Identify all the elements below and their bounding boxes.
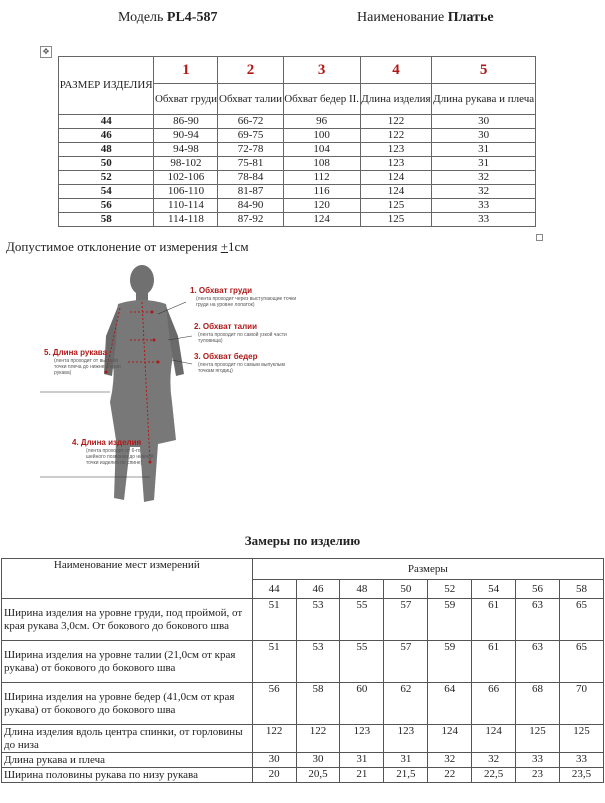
value-cell: 112 (283, 171, 360, 185)
measurement-value: 58 (296, 683, 340, 725)
column-number: 3 (283, 57, 360, 84)
name-label: Наименование (357, 10, 445, 25)
size-header-cell: РАЗМЕР ИЗДЕЛИЯ (59, 57, 154, 115)
measurement-value: 63 (516, 641, 560, 683)
model-label: Модель (118, 10, 164, 25)
size-row (59, 143, 536, 157)
value-cell: 86-90 (154, 115, 218, 129)
value-cell: 96 (283, 115, 360, 129)
measurement-value: 20 (252, 768, 296, 783)
value-cell: 123 (360, 157, 432, 171)
column-name: Обхват груди (154, 84, 218, 115)
value-cell: 75-81 (218, 157, 283, 171)
size-table (58, 56, 536, 227)
measurement-value: 22 (428, 768, 472, 783)
measurement-value: 57 (384, 641, 428, 683)
measurement-value: 59 (428, 641, 472, 683)
size-cell: 52 (59, 171, 154, 185)
value-cell: 30 (432, 129, 536, 143)
value-cell: 33 (432, 213, 536, 227)
size-cell: 56 (59, 199, 154, 213)
size-column-header: 54 (472, 580, 516, 599)
size-row (59, 157, 536, 171)
size-column-header: 50 (384, 580, 428, 599)
column-name: Обхват талии (218, 84, 283, 115)
value-cell: 98-102 (154, 157, 218, 171)
measurement-value: 55 (340, 641, 384, 683)
measurement-value: 64 (428, 683, 472, 725)
size-column-header: 48 (340, 580, 384, 599)
measurement-value: 123 (384, 725, 428, 753)
measurement-value: 30 (252, 753, 296, 768)
size-cell: 44 (59, 115, 154, 129)
column-number: 5 (432, 57, 536, 84)
size-column-header: 56 (516, 580, 560, 599)
column-number: 4 (360, 57, 432, 84)
measurement-value: 31 (384, 753, 428, 768)
value-cell: 122 (360, 115, 432, 129)
column-name: Длина рукава и плеча (432, 84, 536, 115)
label-waist: 2. Обхват талии (194, 322, 257, 331)
label-waist-note: (лента проходит по самой узкой части туловища) (198, 332, 287, 344)
measurement-value: 125 (516, 725, 560, 753)
label-length: 4. Длина изделия (72, 438, 142, 447)
name-heading (357, 10, 494, 26)
measurement-value: 32 (428, 753, 472, 768)
measurement-name: Длина рукава и плеча (2, 753, 253, 768)
table-move-handle-icon[interactable]: ✥ (40, 46, 52, 58)
column-number: 2 (218, 57, 283, 84)
measurement-value: 30 (296, 753, 340, 768)
measurement-row (2, 725, 604, 753)
model-heading (118, 10, 217, 26)
measurements-title: Замеры по изделию (244, 533, 361, 548)
measurement-value: 122 (252, 725, 296, 753)
measurement-value: 56 (252, 683, 296, 725)
label-hips: 3. Обхват бедер (194, 352, 258, 361)
value-cell: 32 (432, 185, 536, 199)
measurement-value: 125 (559, 725, 603, 753)
label-hips-note: (лента проходит по самым выпуклым точкам ягодиц) (198, 362, 285, 374)
measurement-name: Ширина изделия на уровне бедер (41,0см от края рукава) от бокового до бокового шва (2, 683, 253, 725)
value-cell: 84-90 (218, 199, 283, 213)
size-column-header: 52 (428, 580, 472, 599)
measurement-row (2, 768, 604, 783)
name-value: Платье (447, 10, 494, 25)
tolerance-text: Допустимое отклонение от измерения (6, 239, 221, 254)
measurement-value: 65 (559, 599, 603, 641)
measurement-value: 31 (340, 753, 384, 768)
value-cell: 124 (360, 171, 432, 185)
measurement-value: 20,5 (296, 768, 340, 783)
size-cell: 50 (59, 157, 154, 171)
measurement-value: 23 (516, 768, 560, 783)
measurement-row (2, 753, 604, 768)
column-number: 1 (154, 57, 218, 84)
measurement-value: 122 (296, 725, 340, 753)
size-row (59, 115, 536, 129)
measurement-value: 33 (516, 753, 560, 768)
size-row (59, 171, 536, 185)
measurement-value: 123 (340, 725, 384, 753)
label-sleeve: 5. Длина рукава (44, 348, 108, 357)
measurement-value: 22,5 (472, 768, 516, 783)
value-cell: 32 (432, 171, 536, 185)
value-cell: 81-87 (218, 185, 283, 199)
measurement-row (2, 599, 604, 641)
measurement-name: Ширина изделия на уровне груди, под проймой, от края рукава 3,0см. От бокового до бокового шва (2, 599, 253, 641)
value-cell: 124 (360, 185, 432, 199)
measurement-name-header: Наименование мест измерений (2, 559, 253, 599)
value-cell: 110-114 (154, 199, 218, 213)
value-cell: 125 (360, 199, 432, 213)
value-cell: 125 (360, 213, 432, 227)
size-row (59, 213, 536, 227)
measurement-value: 21 (340, 768, 384, 783)
value-cell: 87-92 (218, 213, 283, 227)
value-cell: 94-98 (154, 143, 218, 157)
value-cell: 66-72 (218, 115, 283, 129)
label-chest: 1. Обхват груди (190, 286, 253, 295)
value-cell: 120 (283, 199, 360, 213)
measurement-value: 65 (559, 641, 603, 683)
size-cell: 48 (59, 143, 154, 157)
measurement-value: 63 (516, 599, 560, 641)
measurement-value: 70 (559, 683, 603, 725)
size-cell: 58 (59, 213, 154, 227)
size-cell: 46 (59, 129, 154, 143)
measurement-value: 51 (252, 599, 296, 641)
measurement-value: 124 (472, 725, 516, 753)
value-cell: 72-78 (218, 143, 283, 157)
size-row (59, 129, 536, 143)
measurements-table (1, 558, 604, 783)
size-column-header: 44 (252, 580, 296, 599)
size-row (59, 199, 536, 213)
column-name: Обхват бедер II. (283, 84, 360, 115)
tolerance-value: 1см (228, 239, 249, 254)
table-resize-handle[interactable] (536, 234, 543, 241)
measurement-value: 53 (296, 641, 340, 683)
value-cell: 90-94 (154, 129, 218, 143)
value-cell: 122 (360, 129, 432, 143)
value-cell: 116 (283, 185, 360, 199)
measurement-name: Ширина половины рукава по низу рукава (2, 768, 253, 783)
value-cell: 69-75 (218, 129, 283, 143)
measurement-value: 55 (340, 599, 384, 641)
measurement-value: 57 (384, 599, 428, 641)
measurement-value: 33 (559, 753, 603, 768)
size-row (59, 185, 536, 199)
value-cell: 33 (432, 199, 536, 213)
tolerance-note (6, 239, 249, 255)
model-value: PL4-587 (166, 10, 218, 25)
measurement-value: 59 (428, 599, 472, 641)
value-cell: 106-110 (154, 185, 218, 199)
measurement-name: Ширина изделия на уровне талии (21,0см от края рукава) от бокового до бокового шва (2, 641, 253, 683)
measurement-name: Длина изделия вдоль центра спинки, от горловины до низа (2, 725, 253, 753)
value-cell: 108 (283, 157, 360, 171)
measurement-figure (0, 262, 330, 512)
value-cell: 100 (283, 129, 360, 143)
value-cell: 104 (283, 143, 360, 157)
size-column-header: 58 (559, 580, 603, 599)
column-name: Длина изделия (360, 84, 432, 115)
value-cell: 31 (432, 157, 536, 171)
value-cell: 124 (283, 213, 360, 227)
label-sleeve-note: (лента проходит от высшей точки плеча до нижнего края рукава) (54, 358, 121, 376)
measurement-value: 61 (472, 641, 516, 683)
plus-minus-sign: + (220, 239, 229, 254)
measurement-row (2, 683, 604, 725)
value-cell: 78-84 (218, 171, 283, 185)
sizes-header: Размеры (252, 559, 603, 580)
value-cell: 114-118 (154, 213, 218, 227)
value-cell: 102-106 (154, 171, 218, 185)
measurement-value: 66 (472, 683, 516, 725)
value-cell: 31 (432, 143, 536, 157)
measurement-value: 53 (296, 599, 340, 641)
measurement-value: 23,5 (559, 768, 603, 783)
label-length-note: (лента проходит от 6-го шейного позвонка до нижней точки изделия по спине) (86, 448, 154, 466)
measurement-value: 32 (472, 753, 516, 768)
measurement-value: 124 (428, 725, 472, 753)
size-column-header: 46 (296, 580, 340, 599)
label-chest-note: (лента проходит через выступающие точки груди на уровне лопаток) (196, 296, 297, 308)
measurement-value: 68 (516, 683, 560, 725)
measurement-value: 21,5 (384, 768, 428, 783)
measurement-value: 60 (340, 683, 384, 725)
measurement-value: 62 (384, 683, 428, 725)
measurement-value: 51 (252, 641, 296, 683)
size-cell: 54 (59, 185, 154, 199)
measurement-row (2, 641, 604, 683)
value-cell: 30 (432, 115, 536, 129)
measurement-value: 61 (472, 599, 516, 641)
value-cell: 123 (360, 143, 432, 157)
